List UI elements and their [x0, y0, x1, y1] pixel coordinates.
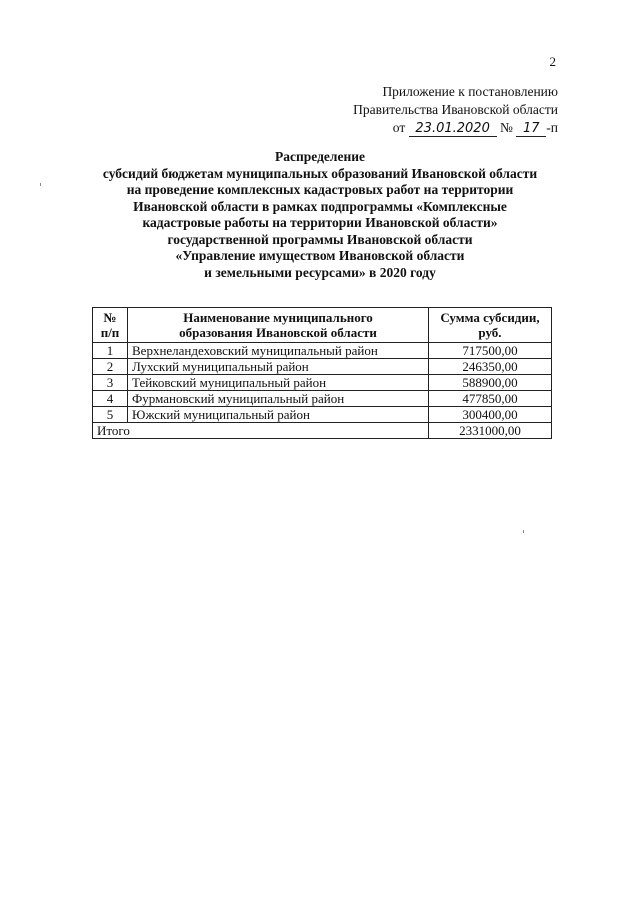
appendix-line-2: Правительства Ивановской области — [353, 102, 558, 117]
handwritten-number: 17 — [516, 122, 546, 137]
row-number: 1 — [93, 343, 128, 359]
table-row — [93, 407, 552, 423]
row-number: 2 — [93, 359, 128, 375]
total-sum: 2331000,00 — [429, 423, 552, 439]
header-sum — [429, 308, 552, 343]
from-label: от — [392, 120, 406, 135]
total-label: Итого — [93, 423, 429, 439]
table-row — [93, 343, 552, 359]
row-number: 3 — [93, 375, 128, 391]
row-sum: 246350,00 — [429, 359, 552, 375]
scan-speck — [40, 183, 41, 186]
document-title — [80, 149, 560, 281]
header-sum-line1: Сумма субсидии, — [440, 310, 540, 325]
title-line: «Управление имуществом Ивановской области — [175, 248, 465, 263]
header-number — [93, 308, 128, 343]
page-number: 2 — [549, 54, 556, 69]
table-row — [93, 391, 552, 407]
row-name: Южский муниципальный район — [128, 407, 429, 423]
row-number: 5 — [93, 407, 128, 423]
table-row — [93, 375, 552, 391]
row-number: 4 — [93, 391, 128, 407]
header-sum-line2: руб. — [478, 325, 502, 340]
row-sum: 477850,00 — [429, 391, 552, 407]
header-name — [128, 308, 429, 343]
title-line: и земельными ресурсами» в 2020 году — [204, 264, 436, 280]
row-name: Лухский муниципальный район — [128, 359, 429, 375]
row-sum: 588900,00 — [429, 375, 552, 391]
row-name: Тейковский муниципальный район — [128, 375, 429, 391]
title-line: Ивановской области в рамках подпрограммы «Комплексные — [133, 198, 507, 214]
title-line: на проведение комплексных кадастровых работ на территории — [126, 182, 514, 197]
number-label: № — [500, 120, 513, 135]
title-line: государственной программы Ивановской области — [167, 231, 473, 247]
title-line: Распределение — [274, 149, 366, 164]
header-number-line1: № — [103, 310, 117, 325]
appendix-line-1: Приложение к постановлению — [382, 84, 558, 99]
appendix-date-line — [353, 119, 558, 137]
scan-speck — [523, 530, 524, 533]
appendix-header — [353, 83, 558, 137]
row-sum: 717500,00 — [429, 343, 552, 359]
table-row — [93, 359, 552, 375]
subsidy-table — [92, 307, 552, 439]
number-suffix: -п — [546, 120, 558, 135]
row-name: Фурмановский муниципальный район — [128, 391, 429, 407]
header-name-line2: образования Ивановской области — [179, 325, 377, 340]
header-name-line1: Наименование муниципального — [183, 310, 373, 325]
title-line: субсидий бюджетам муниципальных образований Ивановской области — [102, 165, 538, 181]
row-name: Верхнеландеховский муниципальный район — [128, 343, 429, 359]
table-header-row — [93, 308, 552, 343]
header-number-line2: п/п — [100, 325, 120, 340]
table-total-row — [93, 423, 552, 439]
title-line: кадастровые работы на территории Ивановской области» — [142, 215, 498, 230]
handwritten-date: 23.01.2020 — [409, 122, 497, 137]
row-sum: 300400,00 — [429, 407, 552, 423]
